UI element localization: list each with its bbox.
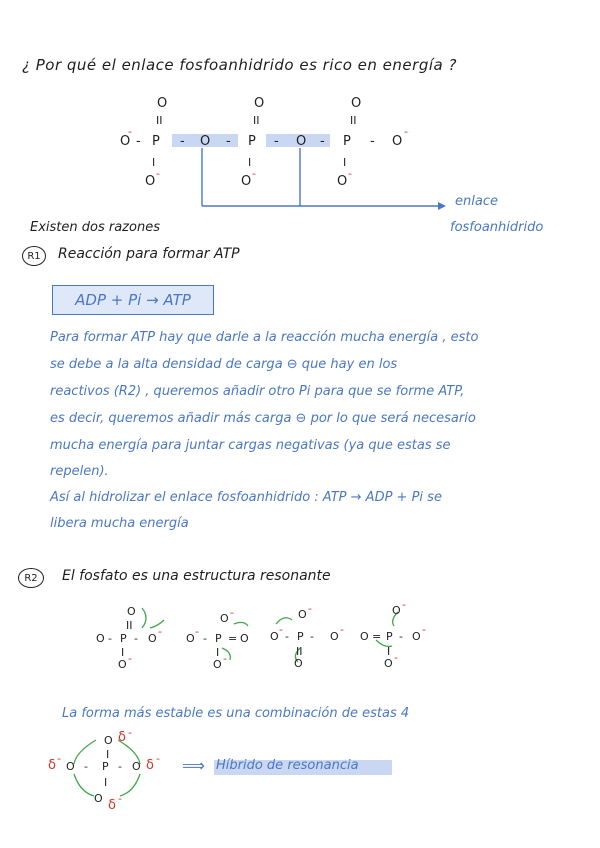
bond-b: - (180, 134, 185, 149)
atom-o-top-3: O (351, 96, 362, 111)
neg-charge-b1: - (156, 167, 160, 180)
rs1-dbl: II (126, 619, 133, 632)
neg-charge-left: - (128, 125, 132, 138)
bond-d: - (274, 134, 279, 149)
r1-heading: Reacción para formar ATP (58, 246, 240, 262)
rs3-o-right: O (330, 630, 339, 643)
rs2-o-bottom: O (213, 658, 222, 671)
hy-o-top: O (104, 734, 113, 747)
rs3-o-left: O (270, 630, 279, 643)
vbond-3: I (343, 156, 347, 169)
atom-p-3: P (343, 134, 351, 149)
atom-o-bridge-1: O (200, 134, 211, 149)
r1-line-4: es decir, queremos añadir más carga ⊖ por lo que será necesario (50, 411, 476, 426)
hy-o-left: O (66, 760, 75, 773)
bond-c: - (226, 134, 231, 149)
rs4-eq: = (372, 630, 382, 643)
r1-badge (22, 246, 46, 266)
rs2-o-left: O (186, 632, 195, 645)
rs4-vb: I (387, 645, 391, 658)
atom-o-top-1: O (157, 96, 168, 111)
rs1-neg-b: - (128, 652, 132, 665)
hy-b2: - (118, 760, 122, 773)
rs4-b2: - (399, 630, 403, 643)
r1-line-8: libera mucha energía (50, 516, 189, 531)
atom-o-bottom-1: O (145, 174, 156, 189)
double-bond-2: II (253, 114, 260, 127)
r2-heading: El fosfato es una estructura resonante (62, 568, 331, 584)
r1-badge-text: R1 (27, 250, 41, 262)
hy-p: P (102, 760, 109, 773)
rs2-p: P (215, 632, 222, 645)
rs2-eq: = (228, 632, 238, 645)
rs2-vb: I (216, 646, 220, 659)
rs3-p: P (297, 630, 304, 643)
hy-delta-bottom-neg: - (118, 792, 122, 805)
hy-b1: - (84, 760, 88, 773)
neg-charge-b3: - (348, 167, 352, 180)
atom-o-top-2: O (254, 96, 265, 111)
atom-o-bottom-2: O (241, 174, 252, 189)
hy-delta-left: δ (48, 758, 56, 773)
vbond-2: I (248, 156, 252, 169)
rs3-dbl: II (296, 645, 303, 658)
r2-badge-text: R2 (24, 572, 38, 584)
hy-o-bottom: O (94, 792, 103, 805)
rs1-b2: - (134, 632, 138, 645)
hybrid-label: Híbrido de resonancia (216, 758, 359, 773)
atom-o-right: O (392, 134, 403, 149)
atom-o-bridge-2: O (296, 134, 307, 149)
rs3-o-top: O (298, 608, 307, 621)
atom-o-left: O (120, 134, 131, 149)
rs1-vb: I (121, 646, 125, 659)
hy-vb-top: I (106, 748, 110, 761)
rs3-b1: - (285, 630, 289, 643)
bond-f: - (370, 134, 375, 149)
rs4-o-bottom: O (384, 657, 393, 670)
rs3-neg-top: - (308, 602, 312, 615)
rs4-o-left: O (360, 630, 369, 643)
rs1-o-left: O (96, 632, 105, 645)
neg-charge-b2: - (252, 167, 256, 180)
r1-equation-box (52, 285, 214, 315)
r1-equation: ADP + Pi → ATP (75, 291, 191, 309)
r1-line-2: se debe a la alta densidad de carga ⊖ que hay en los (50, 357, 398, 372)
page-title: ¿ Por qué el enlace fosfoanhidrido es rico en energía ? (22, 56, 457, 74)
rs1-b1: - (108, 632, 112, 645)
rs2-o-right: O (240, 632, 249, 645)
rs1-o-top: O (127, 605, 136, 618)
atom-p-2: P (248, 134, 256, 149)
hy-delta-bottom: δ (108, 798, 116, 813)
rs3-neg-left: - (279, 623, 283, 636)
hy-delta-right-neg: - (156, 752, 160, 765)
rs4-neg-b: - (394, 651, 398, 664)
reasons-intro: Existen dos razones (30, 220, 160, 235)
r1-line-1: Para formar ATP hay que darle a la reacción mucha energía , esto (50, 330, 479, 345)
rs4-neg-right: - (422, 623, 426, 636)
hy-delta-top: δ (118, 730, 126, 745)
hybrid-arrow: ⟹ (182, 756, 205, 775)
r1-line-3: reactivos (R2) , queremos añadir otro Pi para que se forme ATP, (50, 384, 465, 399)
rs1-neg: - (158, 625, 162, 638)
rs3-b2: - (310, 630, 314, 643)
fosfoanhidrido-label: fosfoanhidrido (450, 220, 544, 235)
r1-line-7: Así al hidrolizar el enlace fosfoanhidrido : ATP → ADP + Pi se (50, 490, 442, 505)
combination-text: La forma más estable es una combinación de estas 4 (62, 706, 410, 721)
rs2-neg-left: - (195, 625, 199, 638)
bond-e: - (320, 134, 325, 149)
r2-badge (18, 568, 44, 588)
hy-vb-bottom: I (104, 776, 108, 789)
rs4-neg-top: - (402, 598, 406, 611)
hy-delta-right: δ (146, 758, 154, 773)
rs4-o-top: O (392, 604, 401, 617)
rs2-b1: - (203, 632, 207, 645)
rs1-o-right: O (148, 632, 157, 645)
neg-charge-right: - (404, 125, 408, 138)
rs2-neg-top: - (230, 606, 234, 619)
rs2-o-top: O (220, 612, 229, 625)
hy-o-right: O (132, 760, 141, 773)
r1-line-6: repelen). (50, 464, 109, 479)
vbond-1: I (152, 156, 156, 169)
double-bond-3: II (350, 114, 357, 127)
rs4-p: P (386, 630, 393, 643)
rs4-o-right: O (412, 630, 421, 643)
rs1-o-bottom: O (118, 658, 127, 671)
atom-p-1: P (152, 134, 160, 149)
rs3-neg-right: - (340, 623, 344, 636)
atom-o-bottom-3: O (337, 174, 348, 189)
double-bond-1: II (156, 114, 163, 127)
r1-line-5: mucha energía para juntar cargas negativas (ya que estas se (50, 438, 451, 453)
hy-delta-left-neg: - (57, 752, 61, 765)
bond-a: - (136, 134, 141, 149)
rs1-p: P (120, 632, 127, 645)
rs2-neg-b: - (223, 652, 227, 665)
rs3-o-bottom: O (294, 657, 303, 670)
hy-delta-top-neg: - (128, 726, 132, 739)
enlace-label: enlace (455, 194, 498, 209)
